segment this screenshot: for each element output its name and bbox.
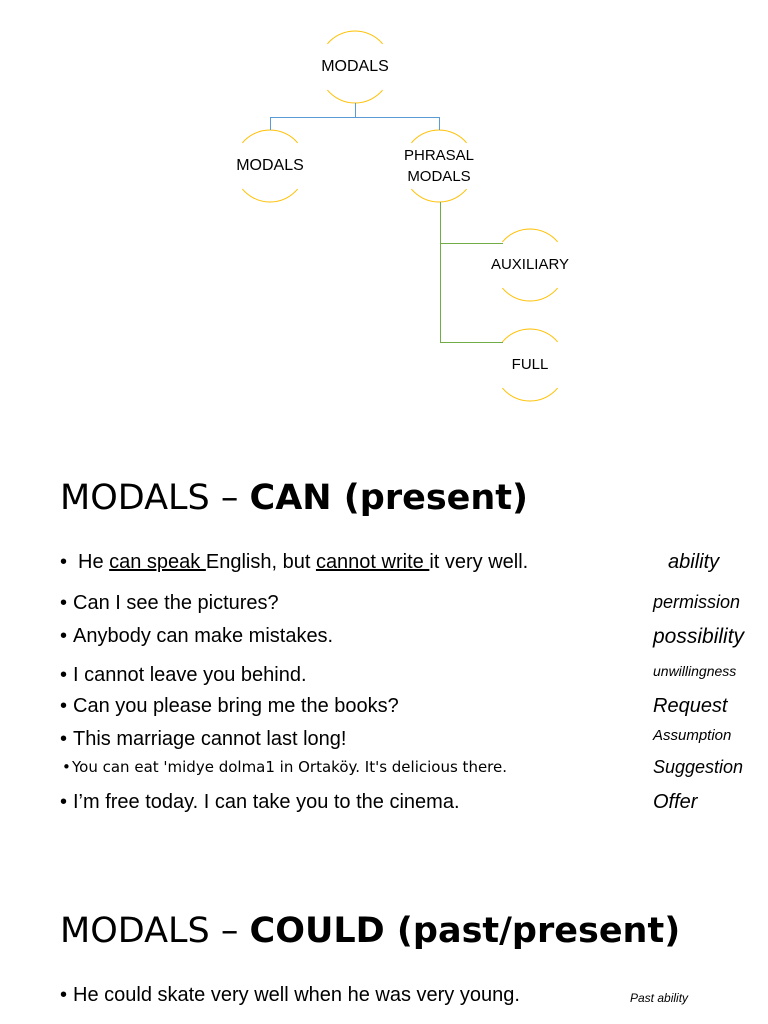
heading-prefix: MODALS – [60, 478, 239, 518]
outline-arc-bottom [242, 189, 297, 202]
item-text: He could skate very well when he was very young. [73, 984, 520, 1006]
section-heading-can [60, 477, 528, 519]
list-item [73, 983, 520, 1007]
outline-arc-bottom [327, 90, 382, 103]
list-item [73, 663, 307, 687]
node-phrasal-modals-label [379, 145, 499, 187]
outline-arc-top [502, 329, 557, 342]
usage-label: Offer [653, 791, 698, 813]
node-label-line: PHRASAL [403, 147, 475, 164]
outline-arc-bottom [502, 288, 557, 301]
list-item [73, 790, 460, 814]
item-text: Can you please bring me the books? [73, 695, 399, 717]
usage-label: Assumption [653, 727, 732, 744]
item-text-segment: He [78, 551, 110, 573]
item-text: This marriage cannot last long! [73, 728, 347, 750]
usage-label: Past ability [630, 991, 689, 1005]
outline-arc-bottom [502, 388, 557, 401]
outline-arc-top [327, 31, 382, 44]
item-text: You can eat 'midye dolma1 in Ortaköy. It's delicious there. [72, 758, 508, 776]
heading-emphasis: COULD (past/present) [249, 911, 681, 951]
section-heading-could [60, 910, 680, 952]
usage-label: Suggestion [653, 757, 744, 777]
usage-label: ability [668, 551, 720, 573]
list-item [72, 758, 507, 776]
list-item [73, 550, 528, 574]
usage-label: permission [653, 592, 741, 612]
item-text: I’m free today. I can take you to the cinema. [73, 791, 460, 813]
node-label-line: MODALS [407, 168, 471, 185]
node-full-label: FULL [511, 356, 549, 373]
node-auxiliary-label: AUXILIARY [490, 256, 570, 273]
list-item [73, 727, 346, 751]
outline-arc-top [411, 130, 466, 143]
usage-label: possibility [653, 625, 745, 648]
heading-emphasis: CAN (present) [249, 478, 529, 518]
list-item [73, 694, 399, 718]
usage-label: Request [653, 695, 728, 717]
item-text: Can I see the pictures? [73, 592, 279, 614]
list-item [73, 624, 333, 648]
heading-prefix: MODALS – [60, 911, 239, 951]
usage-label: unwillingness [653, 663, 737, 679]
list-item [73, 591, 279, 615]
item-text-segment: English, but [205, 551, 316, 573]
outline-arc-top [502, 229, 557, 242]
item-text-segment: cannot write [315, 551, 430, 573]
outline-arc-bottom [411, 189, 466, 202]
item-text: I cannot leave you behind. [73, 664, 307, 686]
node-modals-label: MODALS [236, 157, 304, 174]
item-text-segment: it very well. [429, 551, 529, 573]
outline-arc-top [242, 130, 297, 143]
item-text-segment: can speak [109, 551, 206, 573]
node-root-label: MODALS [321, 58, 389, 75]
item-text: Anybody can make mistakes. [73, 625, 334, 647]
